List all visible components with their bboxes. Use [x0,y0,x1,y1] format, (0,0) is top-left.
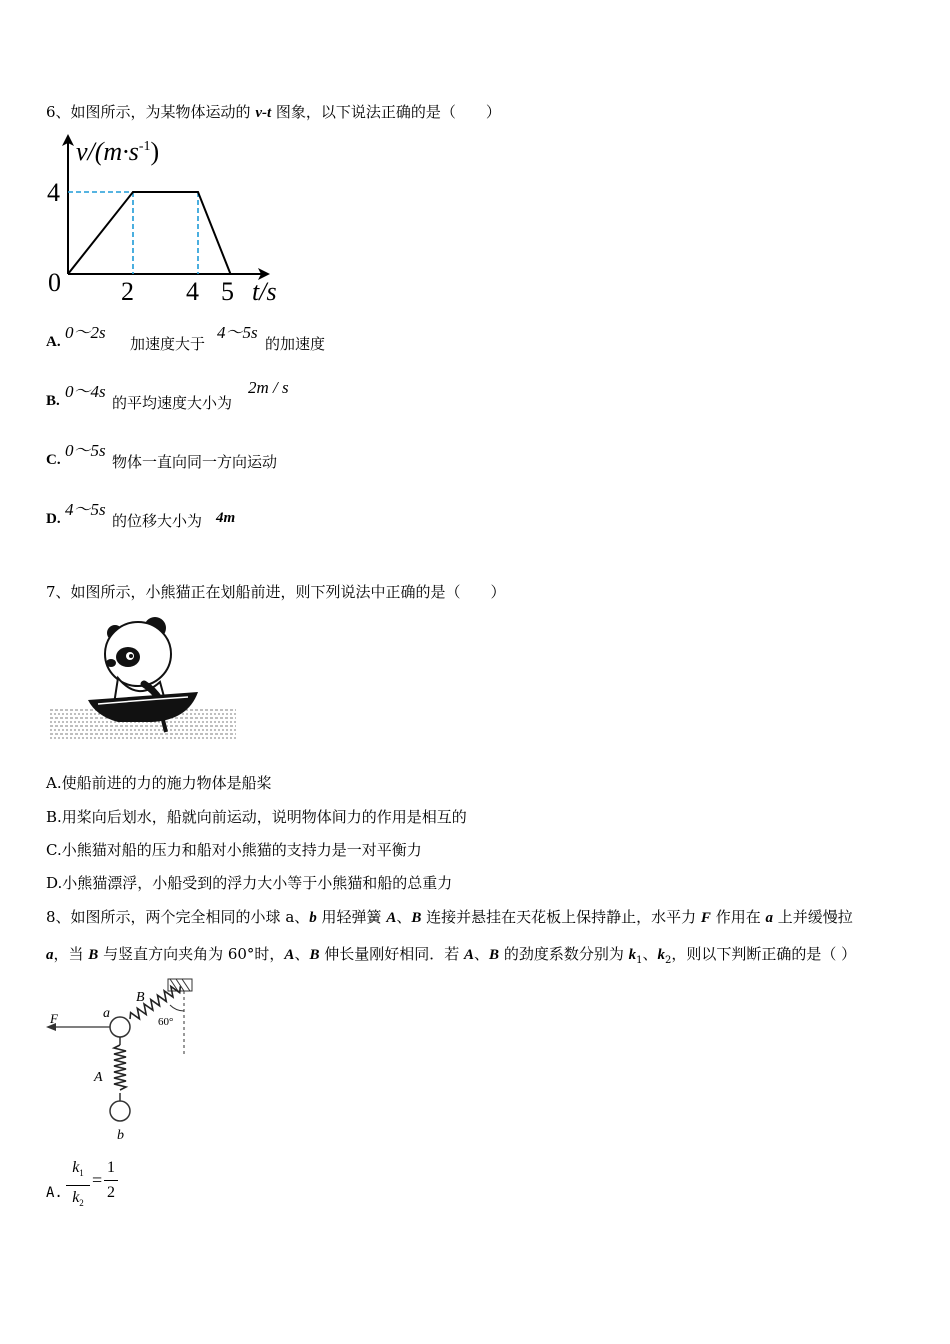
label-angle: 60° [158,1016,174,1028]
ball-a-icon [110,1017,130,1037]
q8-stem-line2: a，当 B 与竖直方向夹角为 60°时，A、B 伸长量刚好相同．若 A、B 的劲度系数分别为 $k_1$、$k_2$，则以下判断正确的是（ ） [46,945,857,966]
q7-option-a[interactable]: A.使船前进的力的施力物体是船桨 [46,774,272,792]
label-ball-b: b [117,1128,124,1143]
ball-b-icon [110,1101,130,1121]
label-spring-a: A [94,1070,103,1085]
angle-arc [170,1005,184,1011]
spring-a-icon [114,1045,126,1090]
panda-icon [105,617,171,704]
graph-x-tick-4: 4 [186,277,199,306]
q6-stem: 6、如图所示，为某物体运动的 v-t 图象，以下说法正确的是（ ） [46,103,501,121]
graph-x-tick-2: 2 [121,277,134,306]
graph-x-axis-label: t/s [252,277,277,306]
label-spring-b: B [136,990,145,1005]
fraction-k1-k2: $k_1$ $k_2$ [66,1158,90,1213]
q8-stem-line1: 8、如图所示，两个完全相同的小球 a、b 用轻弹簧 A、B 连接并悬挂在天花板上保持静止，水平力 F 作用在 a 上并缓慢拉 [46,908,853,926]
graph-y-tick-4: 4 [47,178,60,207]
panda-boat-illustration [48,612,240,744]
q7-option-c[interactable]: C.小熊猫对船的压力和船对小熊猫的支持力是一对平衡力 [46,841,422,859]
graph-y-axis-label: $v/(m\cdot s^{-1})$ [76,137,160,166]
q7-stem: 7、如图所示，小熊猫正在划船前进，则下列说法中正确的是（ ） [46,583,506,601]
q7-option-b[interactable]: B.用桨向后划水，船就向前运动，说明物体间力的作用是相互的 [46,808,467,826]
vt-graph [40,128,310,308]
graph-velocity-line [68,192,231,274]
fraction-one-half: 1 2 [104,1158,118,1203]
q8-option-a[interactable]: A. $k_1$ $k_2$ = 1 2 [46,1158,166,1210]
boat-icon [88,692,198,722]
spring-system-diagram [40,975,205,1145]
label-force-f: F [50,1011,58,1026]
graph-origin-label: 0 [48,268,61,297]
graph-x-tick-5: 5 [221,277,234,306]
label-ball-a: a [103,1006,110,1021]
q7-option-d[interactable]: D.小熊猫漂浮，小船受到的浮力大小等于小熊猫和船的总重力 [46,874,453,892]
